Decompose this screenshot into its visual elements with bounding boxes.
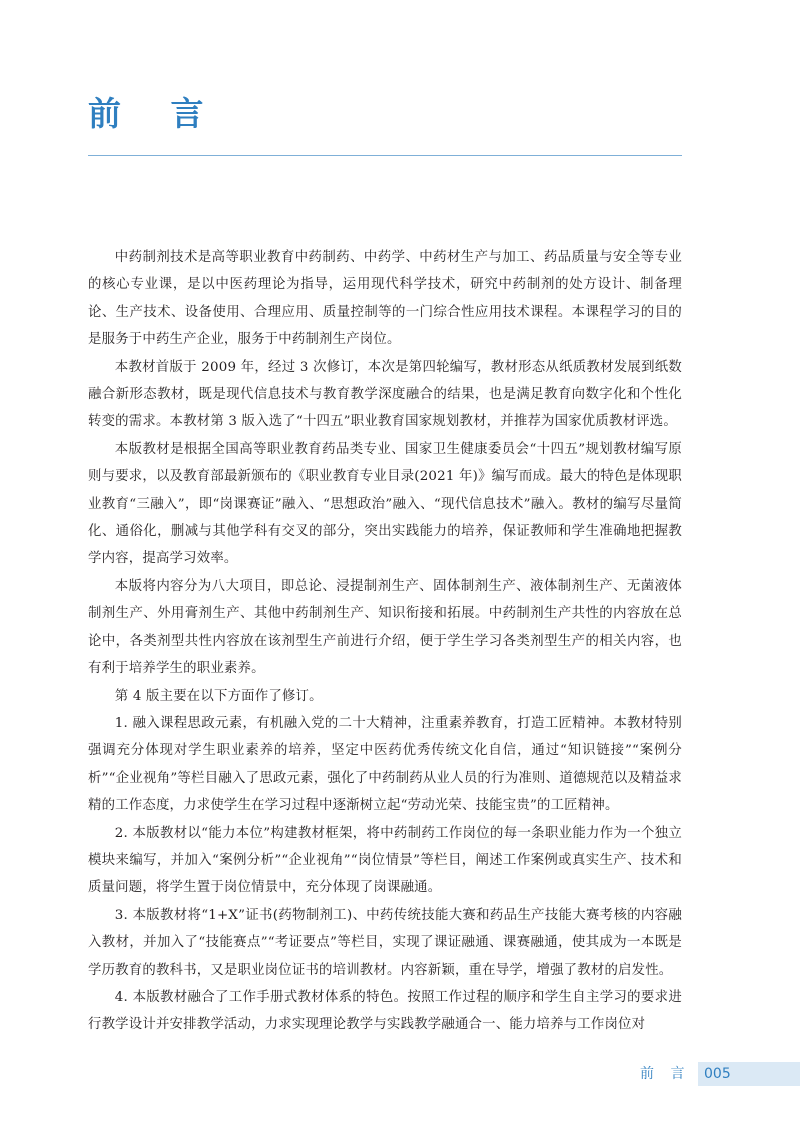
- paragraph: 第 4 版主要在以下方面作了修订。: [114, 688, 323, 704]
- body-text: [88, 244, 682, 1039]
- paragraph: 3. 本版教材将“1+X”证书(药物制剂工)、中药传统技能大赛和药品生产技能大赛考核的内容融入教材，并加入了“技能赛点”“考证要点”等栏目，实现了课证融通、课赛融通，使其成为一本既是学历教育的教科书，又是职业岗位证书的培训教材。内容新颖，重在导学，增强了教材的启发性。: [88, 907, 682, 978]
- page-number: 005: [704, 1066, 731, 1082]
- paragraph: 4. 本版教材融合了工作手册式教材体系的特色。按照工作过程的顺序和学生自主学习的要求进行教学设计并安排教学活动，力求实现理论教学与实践教学融通合一、能力培养与工作岗位对: [88, 989, 682, 1033]
- footer-section-label: 前 言: [640, 1066, 691, 1082]
- page-footer: [620, 1062, 800, 1086]
- paragraph: 中药制剂技术是高等职业教育中药制药、中药学、中药材生产与加工、药品质量与安全等专业的核心专业课，是以中医药理论为指导，运用现代科学技术，研究中药制剂的处方设计、制备理论、生产技术、设备使用、合理应用、质量控制等的一门综合性应用技术课程。本课程学习的目的是服务于中药生产企业，服务于中药制剂生产岗位。: [88, 250, 682, 348]
- title-divider: [88, 155, 682, 156]
- paragraph: 2. 本版教材以“能力本位”构建教材框架，将中药制药工作岗位的每一条职业能力作为一个独立模块来编写，并加入“案例分析”“企业视角”“岗位情景”等栏目，阐述工作案例或真实生产、技术和质量问题，将学生置于岗位情景中，充分体现了岗课融通。: [88, 825, 682, 896]
- paragraph: 本教材首版于 2009 年，经过 3 次修订，本次是第四轮编写，教材形态从纸质教材发展到纸数融合新形态教材，既是现代信息技术与教育教学深度融合的结果，也是满足教育向数字化和个性化转变的需求。本教材第 3 版入选了“十四五”职业教育国家规划教材，并推荐为国家优质教材评选。: [88, 359, 682, 430]
- paragraph: 本版将内容分为八大项目，即总论、浸提制剂生产、固体制剂生产、液体制剂生产、无菌液体制剂生产、外用膏剂生产、其他中药制剂生产、知识衔接和拓展。中药制剂生产共性的内容放在总论中，各类剂型共性内容放在该剂型生产前进行介绍，便于学生学习各类剂型生产的相关内容，也有利于培养学生的职业素养。: [88, 578, 682, 677]
- paragraph: 1. 融入课程思政元素，有机融入党的二十大精神，注重素养教育，打造工匠精神。本教材特别强调充分体现对学生职业素养的培养，坚定中医药优秀传统文化自信，通过“知识链接”“案例分析”“企业视角”等栏目融入了思政元素，强化了中药制药从业人员的行为准则、道德规范以及精益求精的工作态度，力求使学生在学习过程中逐渐树立起“劳动光荣、技能宝贵”的工匠精神。: [88, 715, 682, 814]
- page-title: 前 言: [88, 94, 223, 133]
- paragraph: 本版教材是根据全国高等职业教育药品类专业、国家卫生健康委员会“十四五”规划教材编写原则与要求，以及教育部最新颁布的《职业教育专业目录(2021 年)》编写而成。最大的特色是体现职业教育“三融入”，即“岗课赛证”融入、“思想政治”融入、“现代信息技术”融入。教材的编写尽量简化、通俗化，删减与其他学科有交叉的部分，突出实践能力的培养，保证教师和学生准确地把握教学内容，提高学习效率。: [88, 441, 682, 567]
